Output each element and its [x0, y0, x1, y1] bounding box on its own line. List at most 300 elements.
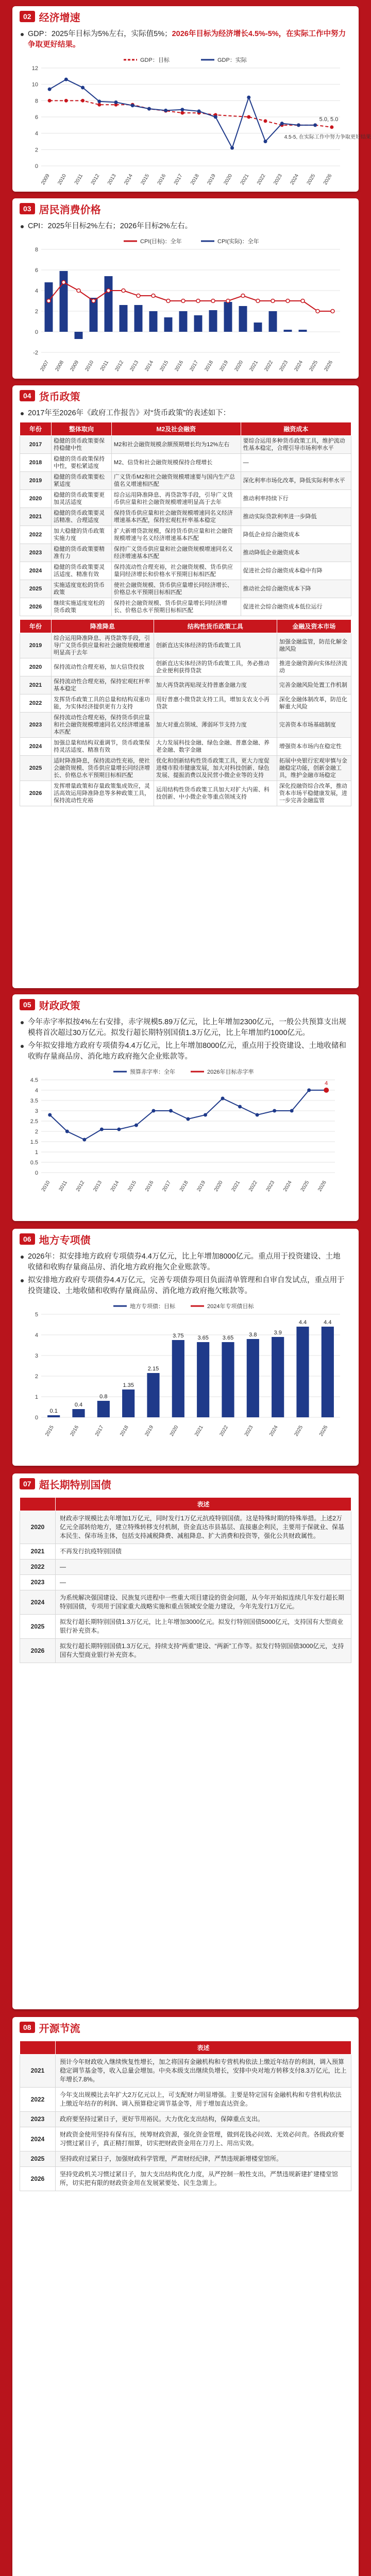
data-label: 0.8 [99, 1394, 108, 1400]
table-cell: 广义货币M2和社会融资规模增速要与国内生产总值名义增速相匹配 [111, 472, 241, 490]
year-cell: 2020 [20, 490, 52, 508]
data-point [47, 299, 50, 303]
data-label: 3.75 [173, 1333, 184, 1339]
table-cell: 实施适度宽松的货币政策 [52, 580, 112, 598]
year-cell: 2023 [20, 1575, 56, 1590]
bullet-dot [21, 33, 24, 36]
year-cell: 2023 [20, 544, 52, 562]
data-point [214, 115, 217, 119]
y-tick-label: 0.5 [30, 1160, 38, 1166]
x-tick-label: 2022 [256, 173, 267, 186]
table-header-cell: 金融及资本市场 [277, 620, 351, 633]
x-tick-label: 2025 [306, 173, 317, 186]
data-point [64, 99, 68, 103]
table-cell: 财政赤字规模比去年增加1万亿元，同时发行1万亿元抗疫特别国债。这是特殊时期的特殊举措。上述2万亿元全部转给地方，建立特殊转移支付机制，资金直达市县基层、直接惠企利民，主要用于保就业、保基本民生、保市场主体，包括支持减税降费、减租降息、扩大消费和投资等，强化公共财政属性。 [56, 1511, 351, 1544]
x-tick-label: 2017 [189, 360, 200, 372]
table-cell: 坚持政府过紧日子，加强财政科学管理，严肃财经纪律，严禁违规新增楼堂馆所。 [56, 2151, 351, 2167]
data-label: 4 [325, 1080, 328, 1087]
y-tick-label: 0 [35, 1170, 38, 1176]
y-tick-label: 10 [31, 81, 38, 88]
x-tick-label: 2020 [213, 1180, 224, 1193]
monetary-card [12, 385, 359, 988]
year-cell: 2023 [20, 2112, 56, 2127]
year-cell: 2021 [20, 1544, 56, 1560]
table-row [20, 1590, 351, 1615]
bar [299, 330, 307, 332]
table-row [20, 756, 351, 781]
data-point [331, 310, 334, 313]
table-header-cell: 融资成本 [241, 422, 351, 436]
y-tick-label: 0 [35, 1415, 38, 1421]
table-cell: 稳健的货币政策要灵活适度、精准有效 [52, 562, 112, 580]
table-header-cell: 表述 [56, 2041, 351, 2055]
y-tick-label: 1 [35, 1394, 38, 1400]
table-header-cell: 年份 [20, 422, 52, 436]
year-cell: 2020 [20, 1511, 56, 1544]
fiscal-header [12, 994, 359, 1015]
table-cell: 加大再贷款再贴现支持普惠金融力度 [154, 676, 277, 694]
y-tick-label: 6 [35, 114, 38, 121]
data-point [122, 289, 125, 293]
data-point [114, 100, 118, 104]
data-label: 3.9 [274, 1330, 282, 1336]
data-point [196, 299, 200, 303]
x-tick-label: 2013 [106, 173, 117, 186]
ultralong-header [12, 1473, 359, 1494]
data-point [280, 122, 284, 125]
x-tick-label: 2012 [90, 173, 101, 186]
table-cell: 拟发行超长期特别国债1.3万亿元，比上年增加3000亿元。拟发行特别国债5000亿元，支持国有大型商业银行补充资本。 [56, 1615, 351, 1639]
data-point [166, 299, 170, 303]
monetary-bullet [12, 408, 359, 419]
section-title: 地方专项债 [39, 1234, 91, 1246]
data-point [180, 108, 184, 111]
legend-label: GDP：目标 [140, 57, 170, 63]
table-header-cell: 整体取向 [52, 422, 112, 436]
table-row [20, 781, 351, 806]
x-tick-label: 2015 [159, 360, 170, 372]
monetary-table-1 [20, 422, 351, 616]
cpi-header [12, 198, 359, 219]
x-tick-label: 2015 [44, 1425, 55, 1437]
data-point [180, 111, 184, 115]
bar [209, 310, 217, 332]
table-cell: 创新直达实体经济的货币政策工具 [154, 633, 277, 658]
data-point [151, 294, 155, 298]
year-cell: 2022 [20, 1560, 56, 1575]
table-row [20, 490, 351, 508]
year-cell: 2020 [20, 658, 52, 676]
gdp-bullet [12, 29, 359, 50]
cpi-card [12, 198, 359, 379]
table-header-row [20, 422, 351, 436]
year-cell: 2019 [20, 472, 52, 490]
table-row [20, 526, 351, 544]
x-tick-label: 2020 [168, 1425, 180, 1437]
series-line [50, 1090, 326, 1140]
x-tick-label: 2016 [174, 360, 185, 372]
table-cell: 深化投融资综合改革，推动资本市场平稳健康发展，进一步完善金融监管 [277, 781, 351, 806]
x-tick-label: 2024 [268, 1425, 279, 1437]
y-tick-label: 2 [35, 1129, 38, 1135]
y-tick-label: 8 [35, 247, 38, 253]
annotation-label: 4.5-5, 在实际工作中努力争取更好结果 [284, 134, 371, 140]
table-cell: 降低企业综合融资成本 [241, 526, 351, 544]
table-cell: 推动降低企业融资成本 [241, 544, 351, 562]
gdp-card [12, 6, 371, 192]
table-row [20, 713, 351, 738]
bar [60, 271, 68, 332]
table-cell: 拓展中央银行宏观审慎与金融稳定功能，创新金融工具，维护金融市场稳定 [277, 756, 351, 781]
bar [164, 317, 173, 332]
year-cell: 2025 [20, 1615, 56, 1639]
table-cell: 使社会融资规模、货币供应量增长同经济增长、价格总水平预期目标相匹配 [111, 580, 241, 598]
x-tick-label: 2011 [99, 360, 110, 372]
y-tick-label: 4 [35, 130, 38, 137]
table-row [20, 1615, 351, 1639]
legend-label: CPI(实际)：全年 [217, 239, 259, 245]
fiscal-line-chart [21, 1064, 350, 1198]
table-row [20, 580, 351, 598]
data-point [241, 294, 245, 298]
fiscal-text-1: 今年赤字率拟按4%左右安排，赤字规模5.89万亿元，比上年增加2300亿元，一般公共预算支出规模将首次超过30万亿元。拟发行超长期特别国债1.3万亿元，比上年增加约1000亿元。 [28, 1018, 346, 1037]
x-tick-label: 2024 [282, 1180, 293, 1193]
x-tick-label: 2021 [248, 360, 260, 372]
y-tick-label: 3 [35, 1108, 38, 1114]
data-point [226, 299, 230, 303]
section-title: 居民消费价格 [39, 204, 101, 216]
x-tick-label: 2014 [109, 1180, 121, 1193]
x-tick-label: 2023 [265, 1180, 276, 1193]
bullet-dot [21, 225, 24, 228]
year-cell: 2022 [20, 526, 52, 544]
data-point [164, 109, 167, 112]
year-cell: 2019 [20, 633, 52, 658]
table-row [20, 1511, 351, 1544]
data-label: 4.4 [298, 1319, 307, 1326]
x-tick-label: 2024 [293, 360, 305, 372]
data-point [48, 99, 52, 103]
x-tick-label: 2022 [218, 1425, 230, 1437]
x-tick-label: 2023 [273, 173, 283, 186]
fiscal-text-2: 今年拟安排地方政府专项债券4.4万亿元，比上年增加8000亿元，重点用于投资建设、土地收储和收购存量商品房、消化地方政府拖欠企业账款等。 [28, 1042, 346, 1061]
data-point [97, 103, 101, 107]
year-cell: 2026 [20, 781, 52, 806]
x-tick-label: 2019 [144, 1425, 155, 1437]
table-cell: 发挥增量政策和存量政策集成效应，灵活高效运用降准降息等多种政策工具，保持流动性充裕 [52, 781, 154, 806]
table-row [20, 1639, 351, 1663]
section-number: 07 [20, 1478, 35, 1489]
data-point [197, 109, 201, 113]
table-row [20, 2127, 351, 2151]
data-label: 2.15 [147, 1366, 159, 1372]
table-row [20, 2151, 351, 2167]
legend-label: 2026年目标赤字率 [207, 1069, 254, 1075]
table-cell: 稳健的货币政策要精准有力 [52, 544, 112, 562]
table-cell: 适时降准降息，保持流动性充裕，使社会融资规模、货币供应量增长同经济增长、价格总水平预期目标相匹配 [52, 756, 154, 781]
target-point [324, 1088, 329, 1093]
legend-label: 2024年专项债目标 [207, 1303, 254, 1310]
x-tick-label: 2017 [94, 1425, 105, 1437]
fiscal-bullet-2 [12, 1041, 359, 1062]
x-tick-label: 2021 [194, 1425, 205, 1437]
table-cell: 扩大新增贷款规模，保持货币供应量和社会融资规模增速与名义经济增速基本匹配 [111, 526, 241, 544]
bullet-dot [21, 1045, 24, 1048]
bar [222, 1342, 234, 1417]
x-tick-label: 2011 [58, 1180, 69, 1193]
gdp-line-chart [21, 53, 371, 192]
section-number: 05 [20, 999, 35, 1010]
x-tick-label: 2007 [39, 360, 50, 372]
series-line [49, 100, 332, 127]
x-tick-label: 2026 [322, 173, 333, 186]
ultralong-card [12, 1473, 359, 2009]
data-point [181, 299, 185, 303]
cpi-text: CPI：2025年目标2%左右；2026年目标2%左右。 [28, 222, 193, 230]
data-point [256, 299, 260, 303]
x-tick-label: 2010 [57, 173, 68, 186]
table-row [20, 472, 351, 490]
table-cell: 稳健的货币政策要灵活精准、合理适度 [52, 508, 112, 526]
table-cell: 财政资金使用坚持有保有压，统筹财政资源，强化资金管理，做到花钱必问效、无效必问责。各级政府要习惯过紧日子，真正精打细算，切实把财政资金用在刀刃上、用出实效。 [56, 2127, 351, 2151]
x-tick-label: 2009 [40, 173, 51, 186]
table-cell: 加大稳健的货币政策实施力度 [52, 526, 112, 544]
data-point [211, 299, 215, 303]
bar [105, 276, 113, 332]
table-cell: 稳健的货币政策要松紧适度 [52, 472, 112, 490]
data-point [330, 125, 333, 129]
year-cell: 2024 [20, 2127, 56, 2151]
x-tick-label: 2017 [161, 1180, 173, 1193]
monetary-intro: 2017年至2026年《政府工作报告》对“货币政策”的表述如下： [28, 409, 231, 417]
data-point [316, 310, 319, 313]
section-number: 03 [20, 203, 35, 214]
y-tick-label: 4 [35, 1088, 38, 1094]
x-tick-label: 2011 [73, 173, 85, 186]
table-cell: 保持流动性合理充裕，社会融资规模、货币供应量同经济增长和价格水平预期目标相匹配 [111, 562, 241, 580]
bar [47, 1415, 60, 1417]
data-point [131, 104, 134, 107]
table-row [20, 2088, 351, 2112]
x-tick-label: 2014 [123, 173, 134, 186]
table-cell: 为系统解决强国建设、民族复兴进程中一些重大项目建设的资金问题，从今年开始拟连续几年发行超长期特别国债，专项用于国家重大战略实施和重点领域安全能力建设，今年先发行1万亿元。 [56, 1590, 351, 1615]
x-tick-label: 2013 [129, 360, 140, 372]
y-tick-label: 4 [35, 1332, 38, 1338]
table-header-row [20, 2041, 351, 2055]
table-row [20, 2112, 351, 2127]
fiscal-card [12, 994, 359, 1221]
x-tick-label: 2021 [239, 173, 250, 186]
x-tick-label: 2025 [293, 1425, 305, 1437]
gdp-header [12, 6, 359, 27]
x-tick-label: 2012 [75, 1180, 86, 1193]
data-point [107, 289, 110, 293]
bar [179, 311, 188, 332]
x-tick-label: 2008 [54, 360, 65, 372]
data-point [221, 1097, 225, 1100]
y-tick-label: 1 [35, 1149, 38, 1156]
data-point [92, 299, 95, 303]
x-tick-label: 2018 [190, 173, 200, 186]
year-cell: 2023 [20, 713, 52, 738]
table-cell: 深化金融体制改革，防范化解重大风险 [277, 694, 351, 713]
data-point [81, 99, 85, 103]
year-cell: 2017 [20, 436, 52, 454]
table-cell: 要综合运用多种货币政策工具，维护流动性基本稳定，合理引导市场利率水平 [241, 436, 351, 454]
special-header [12, 1229, 359, 1249]
table-row [20, 2055, 351, 2088]
year-cell: 2026 [20, 2167, 56, 2191]
data-point [264, 140, 267, 143]
x-tick-label: 2015 [140, 173, 151, 186]
table-cell: 发挥货币政策工具的总量和结构双重功能，为实体经济提供更有力支持 [52, 694, 154, 713]
table-cell: 综合运用降准降息、再贷款等手段，引导广义货币供应量和社会融资规模增速明显高于去年 [111, 490, 241, 508]
y-tick-label: 0 [35, 163, 38, 170]
data-point [147, 107, 151, 111]
table-cell: 继续实施适度宽松的货币政策 [52, 598, 112, 616]
x-tick-label: 2025 [308, 360, 319, 372]
bar [272, 1337, 284, 1417]
table-row [20, 508, 351, 526]
table-cell: 用好普惠小微贷款支持工具，增加支农支小再贷款 [154, 694, 277, 713]
data-point [256, 1113, 259, 1117]
section-number: 04 [20, 390, 35, 401]
x-tick-label: 2016 [144, 1180, 155, 1193]
x-tick-label: 2010 [40, 1180, 52, 1193]
x-tick-label: 2019 [206, 173, 217, 186]
data-point [247, 115, 250, 119]
x-tick-label: 2019 [196, 1180, 207, 1193]
data-point [230, 146, 234, 150]
data-point [187, 1117, 190, 1121]
year-cell: 2025 [20, 580, 52, 598]
annotation-label: 5.0, 5.0 [319, 116, 339, 123]
x-tick-label: 2022 [248, 1180, 259, 1193]
table-header-cell: 降准降息 [52, 620, 154, 633]
bar [75, 332, 83, 339]
data-point [100, 1128, 104, 1131]
data-point [77, 289, 80, 293]
table-cell: 保持流动性合理充裕，加大信贷投放 [52, 658, 154, 676]
legend-label: 地方专项债：目标 [130, 1303, 175, 1310]
bar [45, 282, 53, 332]
table-row [20, 633, 351, 658]
y-tick-label: 1.5 [30, 1139, 38, 1145]
table-header-row [20, 1498, 351, 1511]
bullet-dot [21, 1279, 24, 1282]
special-bullet-2 [12, 1275, 359, 1297]
data-point [238, 1105, 242, 1109]
table-cell: 预计今年财政收入继续恢复性增长，加之将国有金融机构和专营机构依法上缴近年结存的利润，调入预算稳定调节基金等，收入总量会增加。中央本级支出继续负增长，安排中央对地方转移支付8.3万亿元，比上年增长7.8%。 [56, 2055, 351, 2088]
x-tick-label: 2026 [323, 360, 334, 372]
x-tick-label: 2024 [289, 173, 300, 186]
y-tick-label: 12 [31, 65, 38, 72]
section-number: 02 [20, 11, 35, 22]
data-point [48, 1113, 52, 1117]
data-label: 3.8 [249, 1332, 257, 1338]
bar [120, 305, 128, 332]
table-row [20, 598, 351, 616]
year-cell: 2026 [20, 1639, 56, 1663]
data-point [307, 1089, 311, 1092]
data-point [81, 86, 85, 90]
table-row [20, 562, 351, 580]
table-cell: 完善资本市场基础制度 [277, 713, 351, 738]
data-point [151, 1109, 155, 1113]
year-cell: 2024 [20, 562, 52, 580]
data-label: 3.65 [197, 1335, 209, 1341]
table-cell: 保持货币供应量和社会融资规模增速同名义经济增速基本匹配，保持宏观杠杆率基本稳定 [111, 508, 241, 526]
table-cell: — [56, 1560, 351, 1575]
data-point [62, 281, 65, 284]
cpi-bullet [12, 221, 359, 232]
special-card [12, 1229, 359, 1466]
x-tick-label: 2013 [92, 1180, 103, 1193]
table-row [20, 436, 351, 454]
special-bullet-1 [12, 1251, 359, 1273]
x-tick-label: 2015 [127, 1180, 138, 1193]
x-tick-label: 2016 [156, 173, 167, 186]
bullet-dot [21, 1021, 24, 1024]
monetary-table-2 [20, 619, 351, 806]
x-tick-label: 2022 [263, 360, 275, 372]
section-title: 经济增速 [39, 12, 80, 24]
bar [284, 330, 292, 332]
x-tick-label: 2012 [114, 360, 125, 372]
section-title: 超长期特别国债 [39, 1479, 111, 1491]
year-cell: 2022 [20, 694, 52, 713]
bar [97, 1401, 110, 1417]
x-tick-label: 2009 [69, 360, 80, 372]
table-cell: 稳健的货币政策要更加灵活适度 [52, 490, 112, 508]
x-tick-label: 2020 [233, 360, 245, 372]
table-cell: 优化和创新结构性货币政策工具，更大力度促进楼市股市健康发展，加大对科技创新、绿色发展、提振消费以及民营小微企业等的支持 [154, 756, 277, 781]
data-point [134, 1124, 138, 1127]
table-cell: 保持流动性合理充裕，保持货币供应量和社会融资规模增速同名义经济增速基本匹配 [52, 713, 154, 738]
data-label: 4.4 [324, 1319, 332, 1326]
year-cell: 2025 [20, 2151, 56, 2167]
legend-label: GDP：实际 [217, 57, 247, 63]
table-row [20, 454, 351, 472]
x-tick-label: 2026 [317, 1180, 328, 1193]
x-tick-label: 2019 [218, 360, 230, 372]
table-header-cell [20, 2041, 56, 2055]
bullet-dot [21, 412, 24, 415]
bar [197, 1342, 209, 1417]
year-cell: 2025 [20, 756, 52, 781]
table-cell: 政府要坚持过紧日子，更好节用裕民。大力优化支出结构，保障重点支出。 [56, 2112, 351, 2127]
x-tick-label: 2021 [230, 1180, 242, 1193]
y-tick-label: 3.5 [30, 1098, 38, 1104]
x-tick-label: 2017 [173, 173, 184, 186]
table-cell: 保持广义货币供应量和社会融资规模增速同名义经济增速基本匹配 [111, 544, 241, 562]
table-cell: 创新直达实体经济的货币政策工具，务必推动企业便利获得贷款 [154, 658, 277, 676]
bar [172, 1340, 184, 1417]
table-row [20, 1560, 351, 1575]
special-bar-chart [21, 1299, 350, 1443]
year-cell: 2021 [20, 508, 52, 526]
table-cell: 完善金融风险处置工作机制 [277, 676, 351, 694]
bar [254, 323, 262, 332]
table-cell: 推动利率持续下行 [241, 490, 351, 508]
bullet-dot [21, 1256, 24, 1259]
data-point [271, 299, 275, 303]
table-cell: 加强金融监管，防范化解金融风险 [277, 633, 351, 658]
data-label: 0.4 [74, 1402, 83, 1408]
table-header-cell: 年份 [20, 620, 52, 633]
table-cell: 增强资本市场内在稳定性 [277, 738, 351, 756]
bar [149, 311, 158, 332]
